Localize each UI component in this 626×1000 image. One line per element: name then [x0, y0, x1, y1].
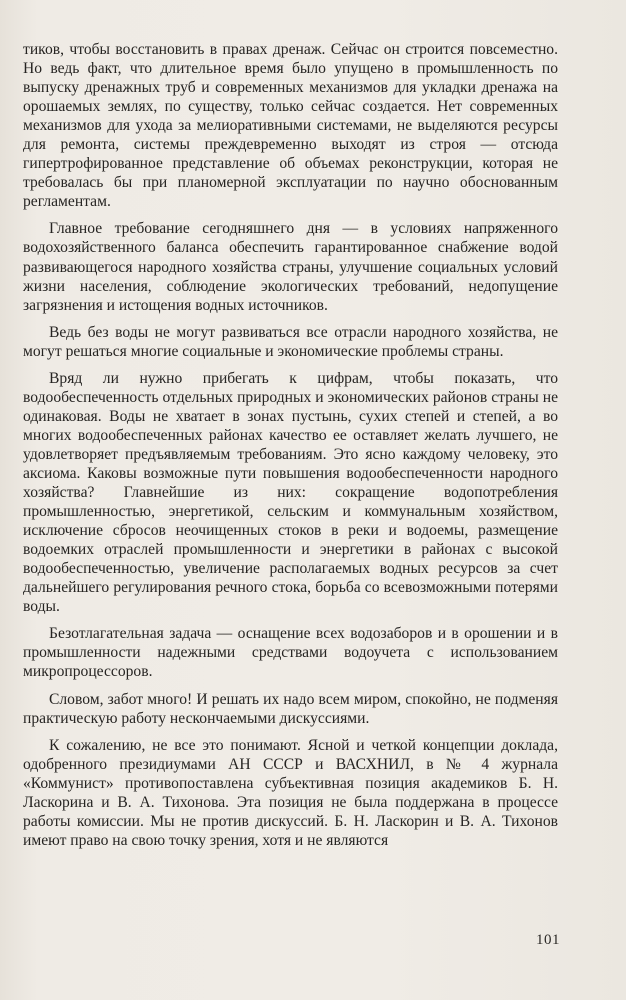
- body-text: [23, 40, 558, 858]
- paragraph-2: Главное требование сегодняшнего дня — в условиях напряженного водохозяйственного баланса обеспечить гарантированное снабжение водой развивающегося народного хозяйства страны, улучшение социальных условий жизни населения, соблюдение экологических требований, недопущение загрязнения и истощения водных источников.: [23, 220, 558, 314]
- paragraph-7: К сожалению, не все это понимают. Ясной и четкой концепции доклада, одобренного президиумами АН СССР и ВАСХНИЛ, в № 4 журнала «Коммунист» противопоставлена субъективная позиция академиков Б. Н. Ласкорина и В. А. Тихонова. Эта позиция не была поддержана в процессе работы комиссии. Мы не против дискуссий. Б. Н. Ласкорин и В. А. Тихонов имеют право на свою точку зрения, хотя и не являются: [23, 736, 558, 849]
- paragraph-4: Вряд ли нужно прибегать к цифрам, чтобы показать, что водообеспеченность отдельных природных и экономических районов страны не одинаковая. Воды не хватает в зонах пустынь, сухих степей и степей, а во многих водообеспеченных районах качество ее оставляет желать лучшего, не удовлетворяет предъявляемым требованиям. Это ясно каждому человеку, это аксиома. Каковы возможные пути повышения водообеспеченности народного хозяйства? Главнейшие из них: сокращение водопотребления промышленностью, энергетикой, сельским и коммунальным хозяйством, исключение сбросов неочищенных стоков в реки и водоемы, размещение водоемких отраслей промышленности и энергетики в районах с высокой водообеспеченностью, увеличение располагаемых водных ресурсов за счет дальнейшего регулирования речного стока, борьба со всевозможными потерями воды.: [23, 369, 558, 616]
- paragraph-3: Ведь без воды не могут развиваться все отрасли народного хозяйства, не могут решаться многие социальные и экономические проблемы страны.: [23, 323, 558, 360]
- paragraph-5: Безотлагательная задача — оснащение всех водозаборов и в орошении и в промышленности надежными средствами водоучета с использованием микропроцессоров.: [23, 625, 558, 681]
- paragraph-1: тиков, чтобы восстановить в правах дренаж. Сейчас он строится повсеместно. Но ведь факт, что длительное время было упущено в промышленность по выпуску дренажных труб и современных механизмов для укладки дренажа на орошаемых землях, по существу, только сейчас создается. Нет современных механизмов для ухода за мелиоративными системами, не выделяются ресурсы для ремонта, системы преждевременно выходят из строя — отсюда гипертрофированное представление об объемах реконструкции, которая не требовалась бы при планомерной эксплуатации по научно обоснованным регламентам.: [23, 41, 558, 211]
- paragraph-6: Словом, забот много! И решать их надо всем миром, спокойно, не подменяя практическую работу нескончаемыми дискуссиями.: [23, 690, 558, 727]
- page-number: 101: [536, 932, 560, 948]
